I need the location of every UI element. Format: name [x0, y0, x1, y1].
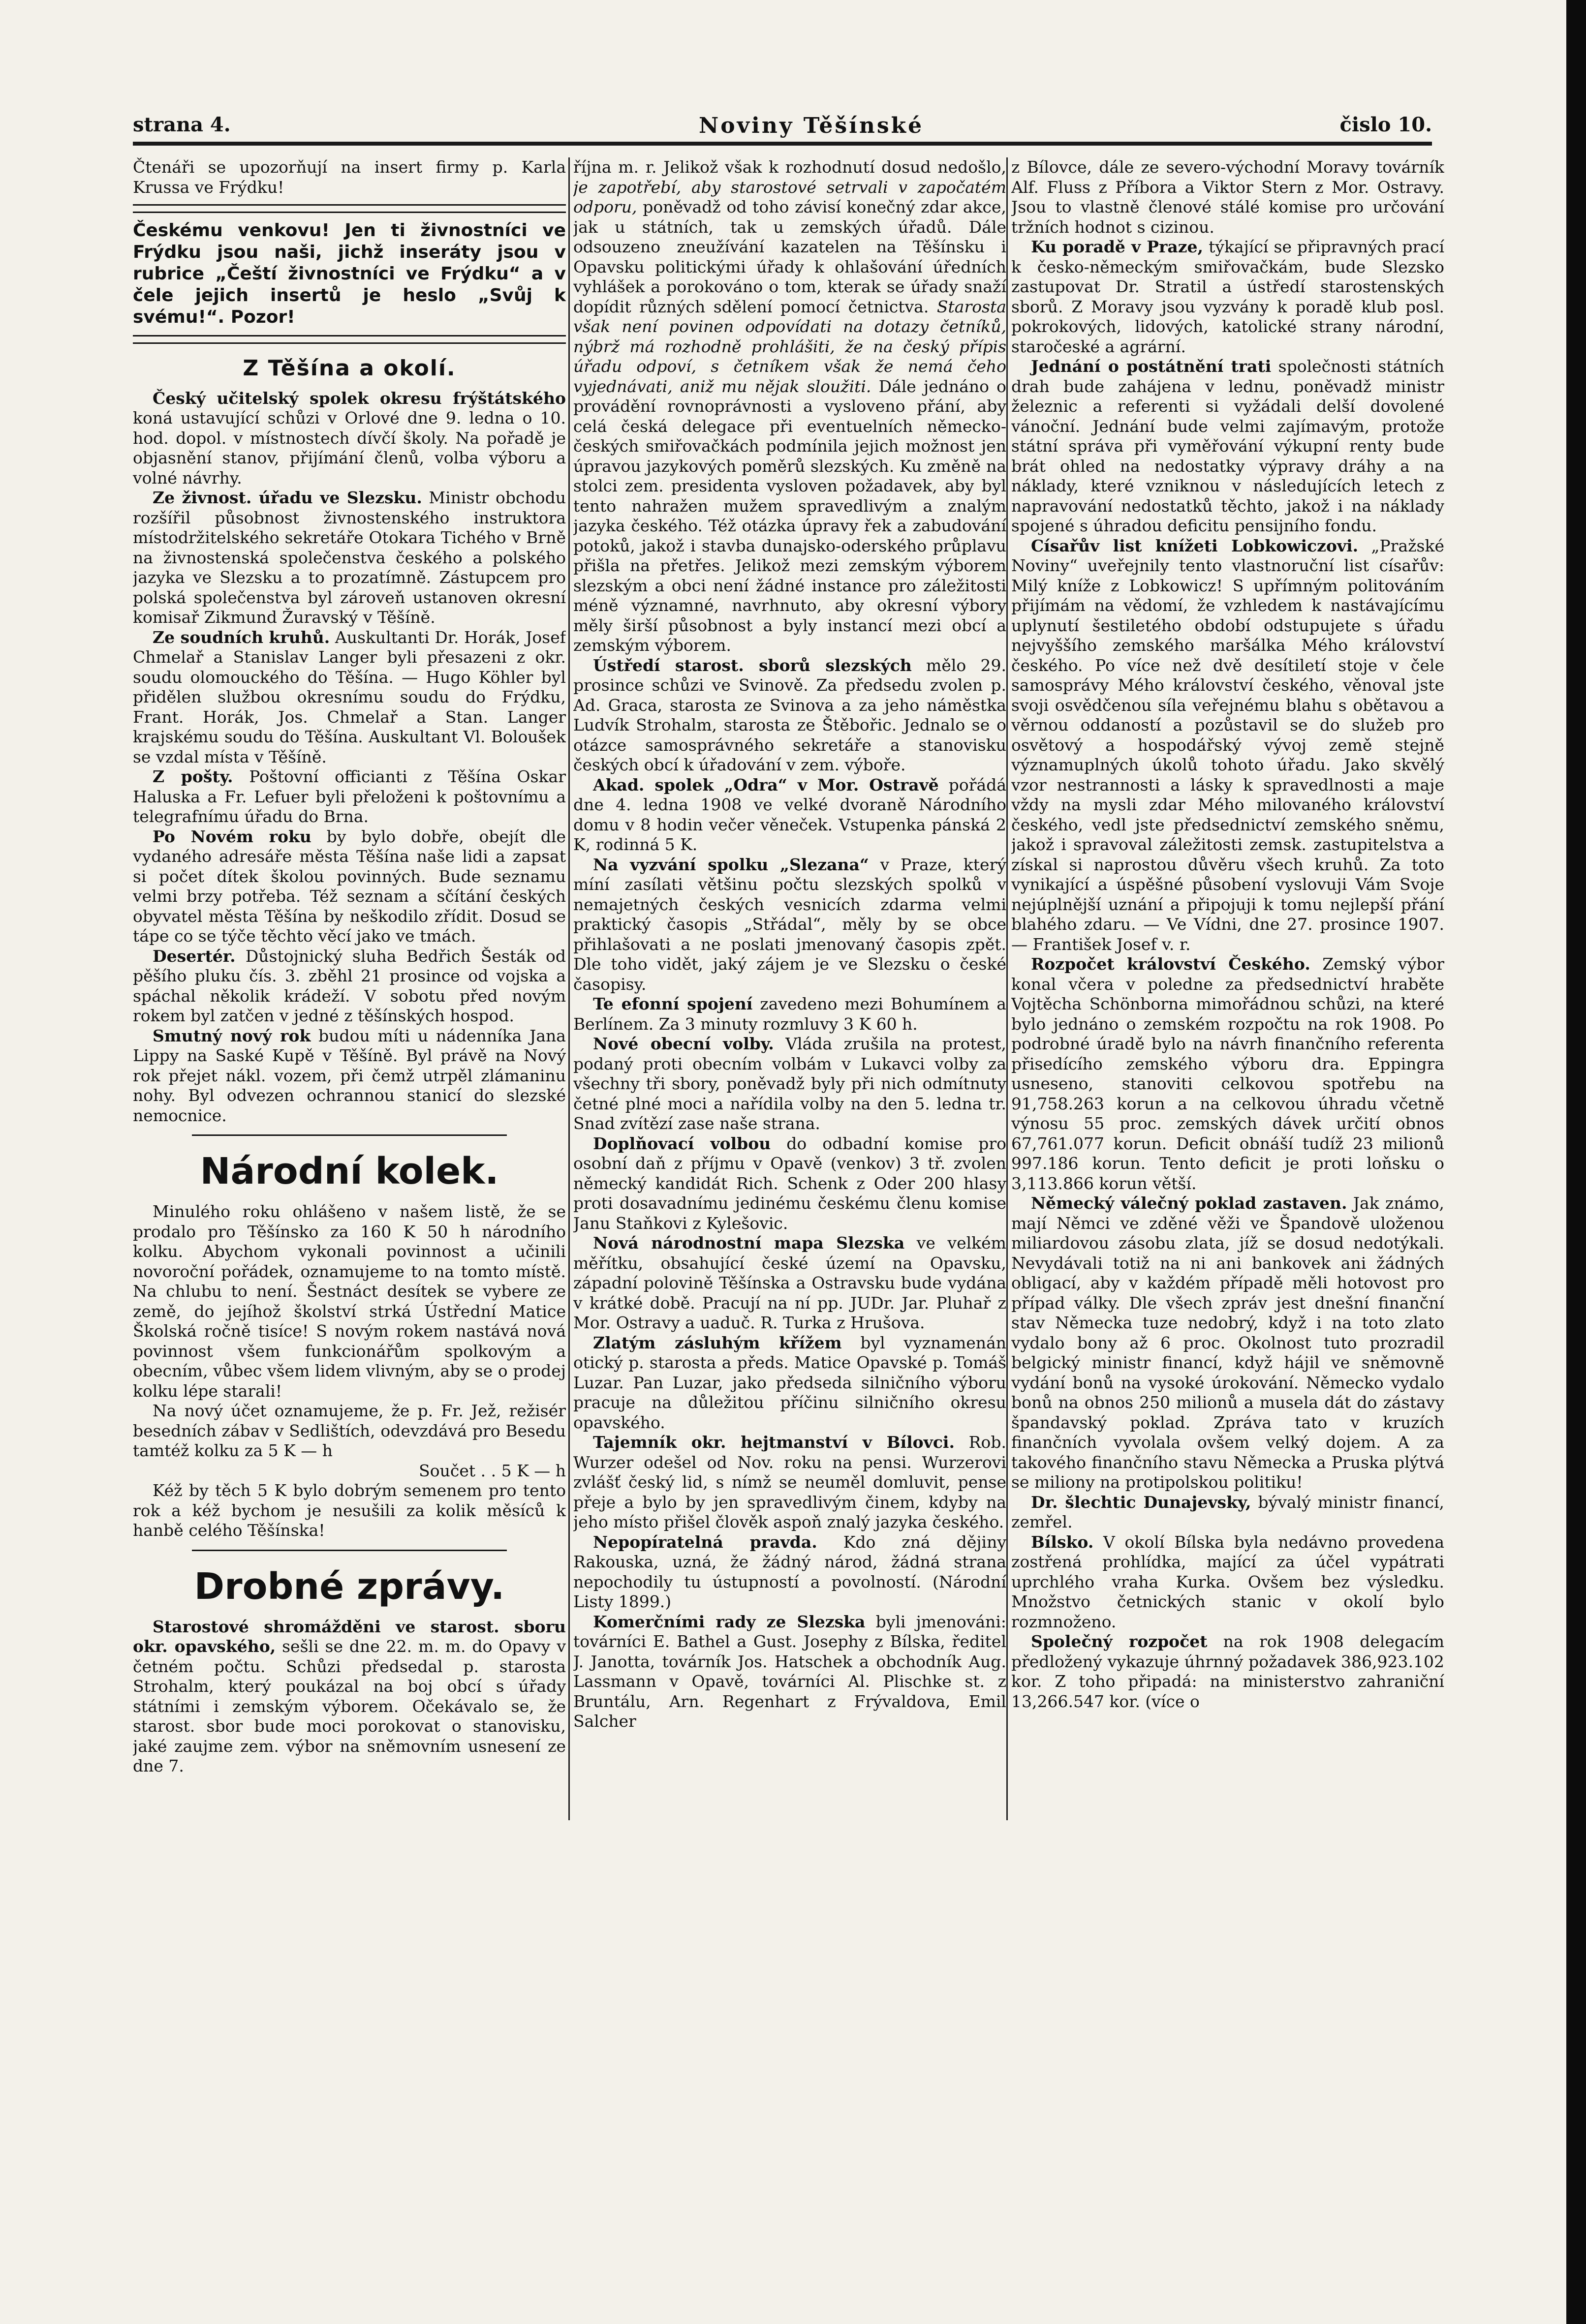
- notice: Čtenáři se upozorňují na insert firmy p. Karla Krussa ve Frýdku!: [133, 157, 566, 197]
- article: [573, 1233, 1006, 1333]
- article-lead: Ústředí starost. sborů slezských: [593, 655, 912, 675]
- scan-edge: [1566, 0, 1586, 2324]
- article-body: Ministr obchodu rozšířil působnost živnostenského instruktora místodržitelského sekretáře Otokara Tichého v Brně na živnostenská společenstva českého a polského jazyka ve Slezsku a to prozatímně. Zástupcem pro polská společenstva byl zároveň ustanoven okresní komisař Zikmund Žuravský v Těšíně.: [133, 488, 566, 627]
- article-italic: Starosta však není povinen odpovídati na dotazy četníků, nýbrž má rozhodně prohlášiti, že na český přípis úřadu odpoví, s četníkem však že nemá čeho vyjednávati, aniž mu nějak sloužiti.: [573, 297, 1006, 396]
- article-body: mělo 29. prosince schůzi ve Svinově. Za předsedu zvolen p. Ad. Graca, starosta ze Svinova a za jeho náměstka Ludvík Strohalm, starosta ze Štěbořic. Jednalo se o otázce samosprávného sekretáře a stanovisku českých obcí k úřadování v zem. výboře.: [573, 655, 1006, 774]
- article-lead: Na vyzvání spolku „Slezana“: [593, 855, 869, 874]
- article: [1011, 1193, 1444, 1493]
- article-body: do odbadní komise pro osobní daň z příjmu v Opavě (venkov) 3 tř. zvolen německý kandidát Rich. Schenk z Oder 200 hlasy proti dosavadnímu jedinému českému členu komise Janu Staňkovi z Kylešovic.: [573, 1133, 1006, 1233]
- article: [573, 157, 1006, 656]
- article: [133, 827, 566, 947]
- article-lead: Smutný nový rok: [153, 1026, 311, 1045]
- article-lead: Jednání o postátnění trati: [1031, 357, 1272, 376]
- article-lead: Císařův list knížeti Lobkowiczovi.: [1031, 536, 1359, 555]
- article-body: Poštovní officianti z Těšína Oskar Haluska a Fr. Lefuer byli přeloženi k poštovnímu a telegrafnímu úřadu do Brna.: [133, 767, 566, 826]
- column-3: [1011, 157, 1444, 2273]
- article-lead: Doplňovací volbou: [593, 1133, 771, 1153]
- article-body: Minulého roku ohlášeno v našem listě, že se prodalo pro Těšínsko za 160 K 50 h národního kolku. Abychom vykonali povinnost a učinili novoroční pořádek, oznamujeme to na tomto místě. Na chlubu to není. Šestnáct desítek se vybere ze země, do jejíhož školství strká Ústřední Matice Školská ročně tisíce! S novým rokem nastává nová povinnost všem funkcionářům spolkovým a obecním, vůbec všem lidem vlivným, aby se o prodej kolku lépe starali!: [133, 1202, 566, 1401]
- article-lead: Bílsko.: [1031, 1532, 1094, 1552]
- article-lead: Nová národnostní mapa Slezska: [593, 1233, 905, 1253]
- article-body: sešli se dne 22. m. m. do Opavy v četném počtu. Schůzi předsedal p. starosta Strohalm, který poukázal na boj obcí s úřady státními i zemským výborem. Očekávalo se, že starost. sbor bude moci porokovat o stanovisku, jaké zaujme zem. výbor na sněmovním usnesení ze dne 7.: [133, 1637, 566, 1775]
- article-body: Důstojnický sluha Bedřich Šesták od pěšího pluku čís. 3. zběhl 21 prosince od vojska a spáchal několik krádeží. V sobotu před novým rokem byl zatčen v jedné z těšínských hospod.: [133, 946, 566, 1025]
- article-body: zavedeno mezi Bohumínem a Berlínem. Za 3 minuty rozmluvy 3 K 60 h.: [573, 994, 1006, 1034]
- article: [133, 1617, 566, 1776]
- article-lead: Po Novém roku: [153, 826, 311, 846]
- article-body: společnosti státních drah bude zahájena v lednu, poněvadž ministr železnic a referenti si vyžádali delší dovolené vánoční. Jednání bude velmi zajímavým, protože státní správa při vyměřování výkupní renty bude brát ohled na nedostatky výpravy dráhy a na náklady, které vzniknou v následujících letech z napravování nedostatků těchto, jakož i na náklady spojené s úhradou deficitu pensijního fondu.: [1011, 357, 1444, 535]
- article-body: koná ustavující schůzi v Orlové dne 9. ledna o 10. hod. dopol. v místnostech dívčí školy. Na pořadě je objasnění stanov, přijímání členů, volba výboru a volné návrhy.: [133, 408, 566, 488]
- article: [1011, 237, 1444, 357]
- article-lead: Starostové shromážděni ve starost. sboru okr. opavského,: [133, 1617, 566, 1656]
- article: [133, 767, 566, 827]
- newspaper-title: Noviny Těšínské: [699, 113, 924, 138]
- article-body: na rok 1908 delegacím předložený vykazuje úhrnný požadavek 386,923.102 kor. Z toho připadá: na ministerstvo zahraniční 13,266.547 kor. (více o: [1011, 1632, 1444, 1711]
- article-body: týkající se připravných prací k česko-německým smiřovačkám, bude Slezsko zastupovat Dr. Stratil a ústředí starostenských sborů. Z Moravy jsou vyzvány k poradě klub posl. pokrokových, lidových, katolické strany národní, staročeské a agrární.: [1011, 237, 1444, 356]
- article-body: Kéž by těch 5 K bylo dobrým semenem pro tento rok a kéž bychom je nesušili za kolik měsíců k hanbě celého Těšínska!: [133, 1481, 566, 1540]
- article: [133, 488, 566, 628]
- article-lead: Komerčními rady ze Slezska: [593, 1612, 866, 1631]
- article: [1011, 536, 1444, 955]
- article: [1011, 1493, 1444, 1532]
- article: [133, 1026, 566, 1126]
- article-body: byl vyznamenán otický p. starosta a předs. Matice Opavské p. Tomáš Luzar. Pan Luzar, jako předseda silničního výboru pracuje na důležitou příčinu silničního okresu opavského.: [573, 1333, 1006, 1432]
- boxed-notice: Českému venkovu! Jen ti živnostníci ve Frýdku jsou naši, jichž inseráty jsou v rubrice „Čeští živnostníci ve Frýdku“ a v čele jejich insertů je heslo „Svůj k svému!“. Pozor!: [133, 220, 566, 327]
- article-lead: Český učitelský spolek okresu frýštátského: [153, 388, 566, 408]
- article-body: byli jmenováni: továrníci E. Bathel a Gust. Josephy z Bílska, ředitel J. Janotta, továrník Jos. Hatschek a obchodník Aug. Lassmann v Opavě, továrníci Al. Plischke st. z Bruntálu, Arn. Regenhart z Frývaldova, Emil Salcher: [573, 1612, 1006, 1731]
- column-1: [133, 157, 566, 2273]
- article-lead: Německý válečný poklad zastaven.: [1031, 1193, 1347, 1213]
- article-body: „Pražské Noviny“ uveřejnily tento vlastnoruční list císařův: Milý kníže z Lobkowicz! S upřímným politováním přijímám na vědomí, že vzhledem k nastávajícímu uplynutí šestiletého období odstupujete s úřadu nejvyššího zemského maršálka Mého království českého. Po více než dvě desítiletí stoje v čele samosprávy Mého království českého, věnoval jste svoji osvědčenou síla veřejnému blahu s obětavou a věrnou oddaností a pozůstavil se do služeb pro osvětový a hospodářský vývoj země stejně významuplných úkolů tohoto úřadu. Jako skvělý vzor nestrannosti a lásky k spravedlnosti a maje vždy na mysli zdar Mého milovaného království českého, vedl jste předsednictví zemského sněmu, jakož i spravoval záležitosti zemsk. zastupitelstva a získal si naprostou důvěru všech kruhů. Za toto vynikající a úspěšné působení vyslovuji Vám Svoje nejúplnější uznání a připojuji k tomu nejlepší přání blahého zdaru. — Ve Vídni, dne 27. prosince 1907. — František Josef v. r.: [1011, 536, 1444, 954]
- article-body: ve velkém měřítku, obsahující české území na Opavsku, západní polovině Těšínska a Ostravsku bude vydána v krátké době. Pracují na ní pp. JUDr. Jar. Pluhař z Mor. Ostravy a uaduč. R. Turka z Hrušova.: [573, 1233, 1006, 1332]
- article-body: října m. r. Jelikož však k rozhodnutí dosud nedošlo,: [573, 157, 1006, 177]
- article: [573, 1333, 1006, 1433]
- article-lead: Z pošty.: [153, 767, 233, 786]
- article-lead: Zlatým zásluhým křížem: [593, 1333, 842, 1352]
- article-body: budou míti u nádenníka Jana Lippy na Saské Kupě v Těšíně. Byl právě na Nový rok přejet nákl. vozem, při čemž utrpěl zlámaninu nohy. Byl odvezen ochrannou stanicí do slezské nemocnice.: [133, 1026, 566, 1125]
- article: [133, 389, 566, 489]
- article-body: Rob. Wurzer odešel od Nov. roku na pensi. Wurzerovi zvlášť český lid, s nímž se neuměl domluvit, pense přeje a bylo by jen spravedlivým činem, kdyby na jeho místo přišel člověk aspoň znalý jazyka českého.: [573, 1433, 1006, 1531]
- article: [1011, 1532, 1444, 1632]
- divider: [192, 1550, 507, 1551]
- article: [1011, 954, 1444, 1193]
- section-title: Drobné zprávy.: [194, 1565, 505, 1608]
- article-italic: je zapotřebí, aby starostové setrvali v započatém odporu,: [573, 177, 1006, 216]
- divider: [133, 204, 566, 213]
- divider: [192, 1134, 507, 1136]
- issue-number: čislo 10.: [1339, 113, 1432, 136]
- article-body: pořádá dne 4. ledna 1908 ve velké dvoraně Národního domu v 8 hodin večer věneček. Vstupenka pánská 2 K, rodinná 5 K.: [573, 775, 1006, 854]
- article: [1011, 357, 1444, 536]
- article-lead: Te efonní spojení: [593, 994, 753, 1013]
- article-body: poněvadž od toho závisí konečný zdar akce, jak u státních, tak u zemských úřadů. Dále odsouzeno zneužívání kazatelen na Těšínsku i Opavsku politickými úřady k ohlašování úředních vyhlášek a porokováno o tom, kterak se úřady snaží dopídit různých sdělení pomocí četnictva.: [573, 197, 1006, 316]
- article-lead: Ze živnost. úřadu ve Slezsku.: [153, 488, 422, 507]
- article: [573, 1034, 1006, 1134]
- section-title: Z Těšína a okolí.: [243, 356, 456, 381]
- article-body: V okolí Bílska byla nedávno provedena zostřená prohlídka, mající za účel vypátrati uprchlého vraha Kurka. Ovšem bez výsledku. Množstvo četnických stanic v okolí bylo rozmnoženo.: [1011, 1532, 1444, 1631]
- article: [573, 656, 1006, 775]
- article-body: Auskultanti Dr. Horák, Josef Chmelař a Stanislav Langer byli přesazeni z okr. soudu olomouckého do Těšína. — Hugo Köhler byl přidělen službou okresnímu soudu do Frýdku, Frant. Horák, Jos. Chmelař a Stan. Langer krajskému soudu do Těšína. Auskultant Vl. Boloušek se vzdal místa v Těšíně.: [133, 627, 566, 766]
- section-title: Národní kolek.: [200, 1150, 499, 1193]
- article: [1011, 1632, 1444, 1712]
- divider: [133, 335, 566, 344]
- article-lead: Tajemník okr. hejtmanství v Bílovci.: [593, 1433, 955, 1452]
- article: [133, 628, 566, 767]
- column-divider: [568, 157, 570, 1820]
- article-body: Vláda zrušila na protest, podaný proti obecním volbám v Lukavci volby za všechny tři sbory, poněvadž byly při nich odmítnuty četné plné moci a nařídila volby na den 5. ledna tr. Snad zvítězí zase naše strana.: [573, 1034, 1006, 1133]
- article-body: by bylo dobře, obejít dle vydaného adresáře města Těšína naše lidi a zapsat si počet dítek školou povinných. Bude seznamu velmi brzy potřeba. Též seznam a sčítání českých obyvatel města Těšína by neškodilo zřídit. Dosud se tápe co se týče těchto věcí jako ve tmách.: [133, 826, 566, 946]
- article: [573, 775, 1006, 855]
- article-body: Kdo zná dějiny Rakouska, uzná, že žádný národ, žádná strana nepochodily tu ústupností a povolností. (Národní Listy 1899.): [573, 1532, 1006, 1611]
- article-lead: Společný rozpočet: [1031, 1632, 1208, 1651]
- article-body: Jak známo, mají Němci ve zděné věži ve Špandově uloženou miliardovou zásobu zlata, jíž se dosud nedotýkali. Nevydávali totiž na ni ani bankovek ani žádných obligací, aby v každém případě měli hotovost pro případ války. Dle všech zpráv jest dnešní finanční stav Německa tuze nedobrý, když i na toto zlato vydalo bony až 6 proc. Okolnost tuto prozradil belgický ministr financí, když hájil ve sněmovně vydání bonů na vysoké úrokování. Německo vydalo bonů na obnos 250 milionů a musela dát do zástavy špandavský poklad. Zpráva tato v kruzích finančních vyvolala ovšem velký dojem. A za takového finančního stavu Německa a Pruska plýtvá se miliony na protipolskou politiku!: [1011, 1193, 1444, 1492]
- article-lead: Akad. spolek „Odra“ v Mor. Ostravě: [593, 775, 939, 795]
- article: [133, 947, 566, 1026]
- article-body: Na nový účet oznamujeme, že p. Fr. Jež, režisér besedních zábav v Sedlištích, odevzdává pro Besedu tamtéž kolku za 5 K — h: [133, 1401, 566, 1460]
- column-2: [573, 157, 1006, 2273]
- article-lead: Desertér.: [153, 946, 236, 966]
- article: [573, 1612, 1006, 1732]
- article: [573, 994, 1006, 1034]
- article-body: Zemský výbor konal včera v poledne za předsednictví hraběte Vojtěcha Schönborna mimořádnou schůzi, na které bylo jednáno o zemském rozpočtu na rok 1908. Po podrobné úradě bylo na návrh finančního referenta přisedícího zemského výboru dra. Eppingra usneseno, stanoviti celkovou spotřebu na 91,758.263 korun a na celkovou úhradu včetně výnosu 55 proc. zemských dávek určití obnos 67,761.077 korun. Deficit obnáší tudíž 23 milionů 997.186 korun. Tento deficit je proti loňsku o 3,113.866 korun větší.: [1011, 954, 1444, 1193]
- page-number: strana 4.: [133, 113, 231, 136]
- sum-line: Součet . . 5 K — h: [419, 1461, 566, 1480]
- article-body: Dále jednáno o provádění rovnoprávnosti a vysloveno přání, aby celá česká delegace při eventuelních německo-českých smiřovačkách podmínila jejich možnost jen úpravou jazykových poměrů slezských. Ku změně na stolci zem. presidenta vysloven požadavek, aby byl tento nahražen mužem spravedlivým a znalým jazyka českého. Též otázka úpravy řek a zabudování potoků, jakož i stavba dunajsko-oderského průplavu přišla na přetřes. Jelikož mezi zemským výborem slezským a obci není žádné instance pro záležitosti méně významné, navrhnuto, aby okresní výbory měly širší působnost a byly instancí mezi obcí a zemským výborem.: [573, 376, 1006, 655]
- article: [573, 855, 1006, 995]
- article-body: bývalý ministr financí, zemřel.: [1011, 1492, 1444, 1531]
- article: [573, 1134, 1006, 1234]
- article-lead: Rozpočet království Českého.: [1031, 954, 1310, 974]
- article-lead: Ze soudních kruhů.: [153, 627, 330, 647]
- article-lead: Ku poradě v Praze,: [1031, 237, 1204, 256]
- article: [573, 1433, 1006, 1532]
- article-lead: Dr. šlechtic Dunajevsky,: [1031, 1492, 1251, 1512]
- article-lead: Nové obecní volby.: [593, 1034, 774, 1053]
- article-body: v Praze, který míní zasílati většinu počtu slezských spolků v nemajetných českých vesnicích zdarma velmi praktický časopis „Střádal“, měly by se obce přihlašovati a ne poslati jmenovaný časopis zpět. Dle toho vidět, jaký zájem je ve Slezsku o české časopisy.: [573, 855, 1006, 994]
- column-divider: [1006, 157, 1008, 1820]
- article-body: z Bílovce, dále ze severo-východní Moravy továrník Alf. Fluss z Příbora a Viktor Stern z Mor. Ostravy. Jsou to vlastně členové stálé komise pro určování tržních hodnot s cizinou.: [1011, 157, 1444, 237]
- article-lead: Nepopíratelná pravda.: [593, 1532, 817, 1552]
- header-rule: [133, 142, 1432, 146]
- article: [573, 1532, 1006, 1612]
